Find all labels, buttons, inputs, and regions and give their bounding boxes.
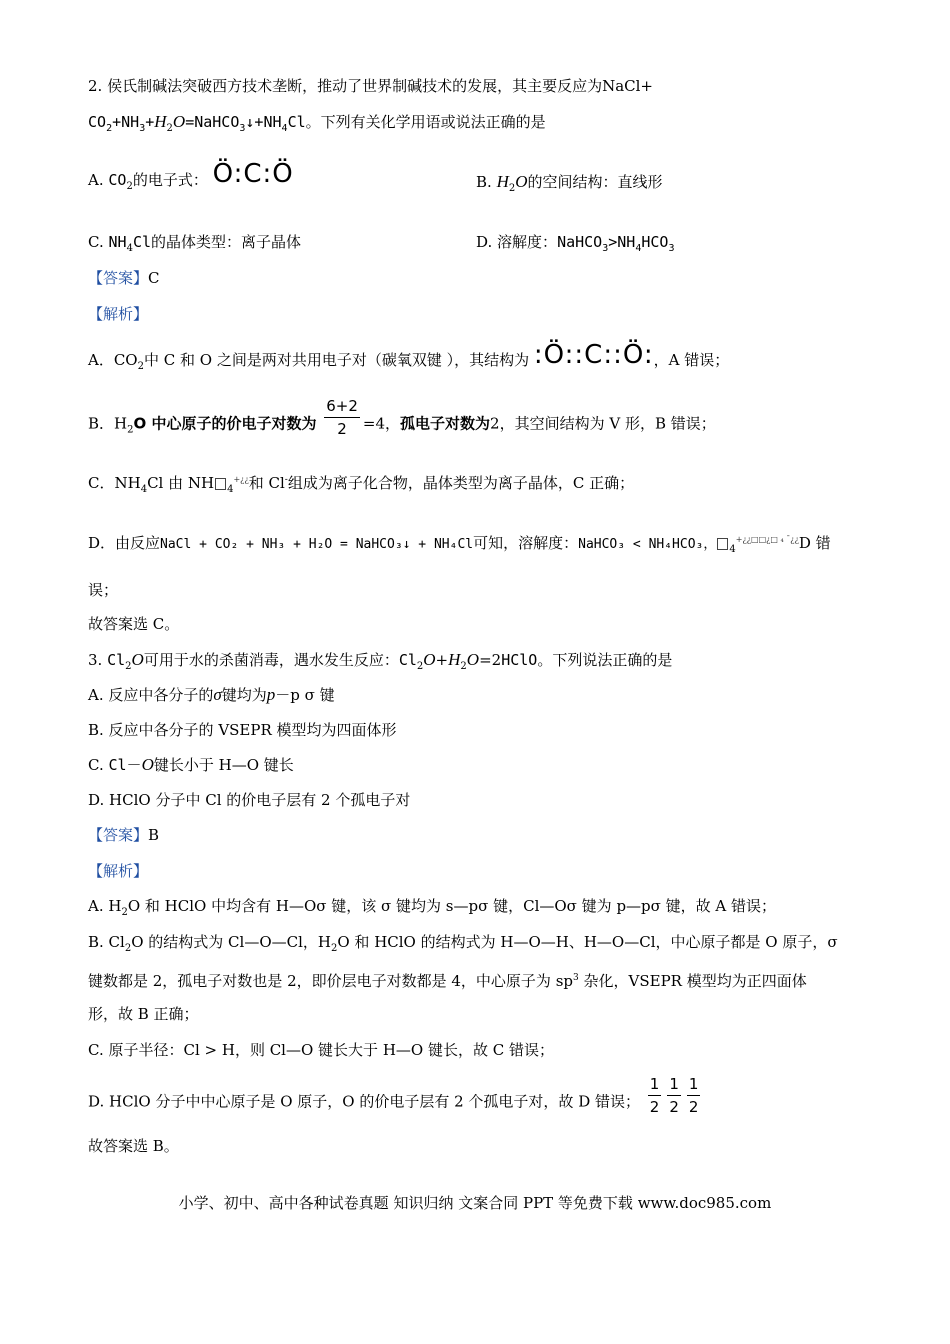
q2-stem-line2: $CO_2+NH_3+H_2O=NaHCO_3↓+NH_4Cl$。下列有关化学用语或说法正确的是 bbox=[88, 112, 546, 134]
q2-answer: 【答案】C bbox=[88, 269, 160, 287]
q3-answer: 【答案】B bbox=[88, 826, 160, 844]
q2-stem-line1: 2. 侯氏制碱法突破西方技术垄断，推动了世界制碱技术的发展，其主要反应为NaCl+ bbox=[88, 77, 653, 95]
page-footer: 小学、初中、高中各种试卷真题 知识归纳 文案合同 PPT 等免费下载 www.doc985.com bbox=[178, 1194, 772, 1212]
co2-lewis-structure: Ö:C:Ö bbox=[212, 159, 294, 189]
q3-analysis-b3: 形，故 B 正确； bbox=[88, 1005, 199, 1023]
q2-option-a: A. $CO_2$的电子式： Ö:C:Ö bbox=[88, 159, 294, 192]
q3-option-c: C. Cl－O键长小于 H—O 键长 bbox=[88, 755, 294, 774]
q2-analysis-d: D．由反应NaCl + CO₂ + NH₃ + H₂O = NaHCO₃↓ + NH₄Cl可知，溶解度：NaHCO₃ < NH₄HCO₃， $_4^{+¿¿□□¿□ _4 ¯¿¿}$D 错 bbox=[88, 534, 831, 555]
q3-analysis-b1: B. $Cl_2O$ 的结构式为 Cl—O—Cl，$H_2O$ 和 HClO 的结构式为 H—O—H、H—O—Cl，中心原子都是 O 原子，σ bbox=[88, 933, 838, 954]
q3-analysis-a: A. $H_2O$ 和 HClO 中均含有 H—Oσ 键，该 σ 键均为 s—pσ 键，Cl—Oσ 键为 p—pσ 键，故 A 错误； bbox=[88, 897, 777, 918]
q2-analysis-b: B．$H_2O$ 中心原子的价电子对数为 $\frac{6+2}{2}$ =4，孤电子对数为2，其空间结构为 V 形，B 错误； bbox=[88, 397, 716, 438]
q2-analysis-c: C．$NH_4Cl$ 由 NH $_4$+¿¿和 Cl-组成为离子化合物，晶体类型为离子晶体，C 正确； bbox=[88, 474, 635, 495]
q3-stem: 3. $Cl_2O$可用于水的杀菌消毒，遇水发生反应：$Cl_2O+H_2O=2HClO$。下列说法正确的是 bbox=[88, 650, 673, 672]
q2-option-d: D. 溶解度：$NaHCO_3>NH_4HCO_3$ bbox=[476, 233, 675, 254]
q3-analysis-d: D. HClO 分子中中心原子是 O 原子，O 的价电子层有 2 个孤电子对，故 D 错误； $\frac{1}{2}$ $\frac{1}{2}$ $\frac{1}{2}$ bbox=[88, 1075, 699, 1116]
q3-analysis-b2: 键数都是 2，孤电子对数也是 2，即价层电子对数都是 4，中心原子为 $sp^3$ 杂化，VSEPR 模型均为正四面体 bbox=[88, 972, 807, 990]
q2-analysis-label: 【解析】 bbox=[88, 305, 149, 323]
q2-conclusion: 故答案选 C。 bbox=[88, 615, 180, 633]
q2-analysis-d-wrap: 误； bbox=[88, 581, 119, 599]
q2-option-c: C. $NH_4Cl$的晶体类型：离子晶体 bbox=[88, 233, 302, 254]
co2-lewis-full: :Ö::C::Ö: bbox=[533, 340, 654, 370]
q3-analysis-c: C. 原子半径：Cl > H，则 Cl—O 键长大于 H—O 键长，故 C 错误； bbox=[88, 1041, 554, 1059]
q2-analysis-a: A．$CO_2$中 C 和 O 之间是两对共用电子对（碳氧双键 ），其结构为 :Ö::C::Ö:，A 错误； bbox=[88, 340, 730, 372]
q3-option-b: B. 反应中各分子的 VSEPR 模型均为四面体形 bbox=[88, 721, 397, 739]
q3-option-d: D. HClO 分子中 Cl 的价电子层有 2 个孤电子对 bbox=[88, 791, 411, 809]
q3-analysis-label: 【解析】 bbox=[88, 862, 149, 880]
q3-conclusion: 故答案选 B。 bbox=[88, 1137, 179, 1155]
q3-option-a: A. 反应中各分子的σ键均为p－p σ 键 bbox=[88, 685, 335, 704]
q2-option-b: B. $H_2O$的空间结构：直线形 bbox=[476, 172, 663, 194]
valence-fraction: $\frac{6+2}{2}$ bbox=[326, 397, 358, 438]
